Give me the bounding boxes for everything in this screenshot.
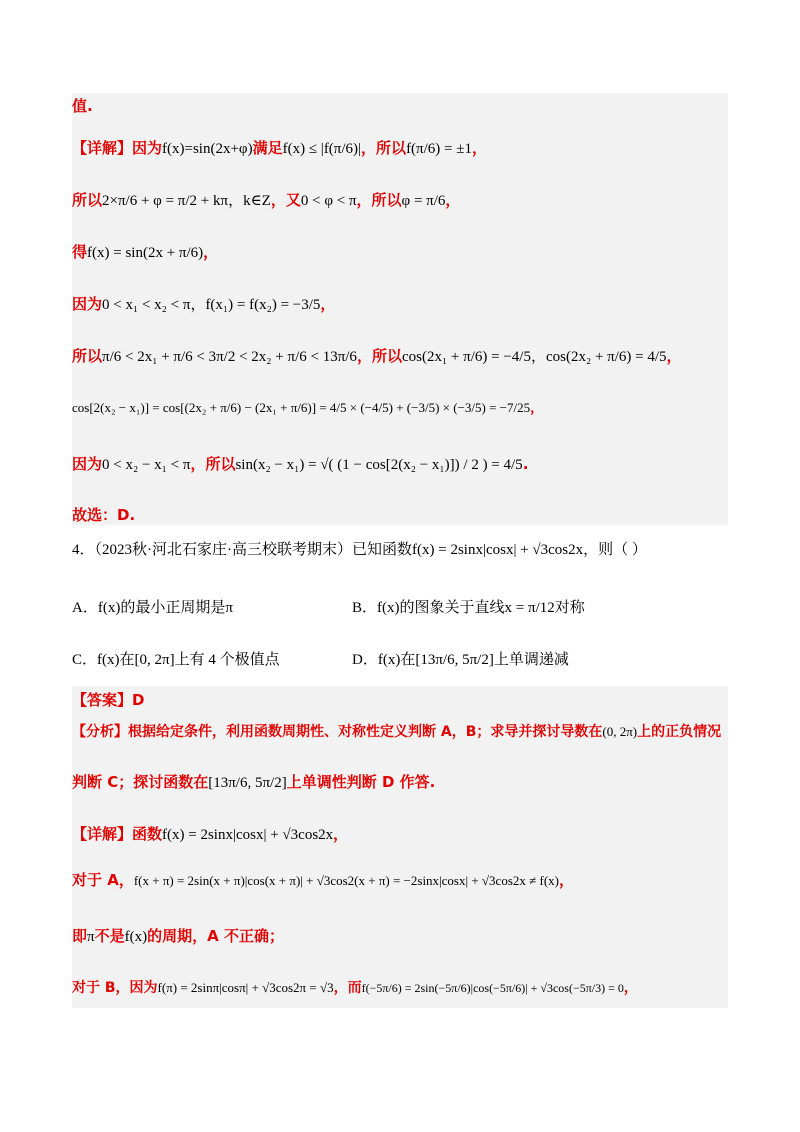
text: ，所以 — [356, 191, 402, 209]
text: . — [522, 455, 529, 473]
math-expr: π — [225, 600, 233, 616]
question-text: ，则（ ） — [583, 542, 647, 558]
text-line-value: 值. — [72, 97, 93, 115]
text: 满足 — [252, 139, 283, 157]
math-expr: 0 < x₁ < x₂ < π — [102, 297, 191, 313]
text: ， — [530, 401, 544, 416]
math-expr: 2×π/6 + φ = π/2 + kπ — [102, 193, 229, 209]
detail-line-7 — [72, 454, 528, 475]
text: 所以 — [72, 191, 103, 209]
text: 不是 — [94, 927, 125, 945]
text: 【分析】根据给定条件，利用函数周期性、对称性定义判断 A，B；求导并探讨导数在 — [72, 724, 603, 740]
math-expr: [0, 2π] — [134, 652, 175, 668]
text: 对于 A， — [72, 871, 134, 889]
text: ， — [320, 295, 336, 313]
detail-line-1 — [72, 138, 487, 159]
math-expr: f(−5π/6) = 2sin(−5π/6)|cos(−5π/6)| + √3cos(−5π/3) = 0 — [361, 981, 624, 995]
math-expr: sin(x₂ − x₁) = √( (1 − cos[2(x₂ − x₁)]) / 2 ) = 4/5 — [235, 457, 523, 473]
option-text: 在 — [119, 652, 135, 668]
text: 对于 B，因为 — [72, 980, 158, 996]
detail-b2-line-2 — [72, 870, 574, 891]
detail-line-2 — [72, 190, 460, 211]
math-expr: f(x) — [377, 600, 400, 616]
text: 判断 C；探讨函数在 — [72, 773, 209, 791]
text: ， — [333, 825, 349, 843]
math-expr: f(x) = 2sinx|cosx| + √3cos2x — [412, 542, 584, 558]
detail-line-5 — [72, 346, 682, 367]
question-text: 4．（2023秋·河北石家庄·高三校联考期末）已知函数 — [72, 542, 412, 558]
math-expr: f(π) = 2sinπ|cosπ| + √3cos2π = √3 — [157, 980, 334, 995]
question-stem — [72, 540, 647, 560]
math-expr: f(x) — [124, 929, 148, 945]
math-expr: [13π/6, 5π/2] — [208, 775, 287, 791]
option-a — [72, 598, 233, 618]
text: ，所以 — [190, 455, 236, 473]
text: ， — [445, 191, 461, 209]
math-expr: x = π/12 — [504, 600, 555, 616]
text: ，所以 — [361, 139, 407, 157]
text: 的周期，A 不正确； — [147, 927, 284, 945]
option-label: B． — [352, 600, 378, 616]
math-expr: 0 < φ < π — [300, 193, 357, 209]
math-expr: f(x)=sin(2x+φ) — [162, 141, 253, 157]
math-expr: f(x) — [377, 652, 401, 668]
text: ， — [203, 243, 219, 261]
math-expr: π/6 < 2x₁ + π/6 < 3π/2 < 2x₂ + π/6 < 13π/6 — [102, 349, 357, 365]
text: ， — [559, 871, 575, 889]
text: 因为 — [72, 295, 103, 313]
analysis-line-1 — [72, 722, 721, 742]
text: 所以 — [72, 347, 103, 365]
detail-line-6 — [72, 398, 543, 419]
text: 【详解】函数 — [72, 825, 163, 843]
option-text: 对称 — [554, 600, 585, 616]
detail-b2-line-3 — [72, 926, 284, 947]
math-expr: 0 < x₂ − x₁ < π — [102, 457, 191, 473]
option-text: 的图象关于直线 — [399, 600, 505, 616]
math-expr: cos(2x₁ + π/6) = −4/5 — [401, 349, 531, 365]
text: 上单调性判断 D 作答. — [286, 773, 436, 791]
text: ，又 — [270, 191, 301, 209]
math-expr: f(π/6) = ±1 — [406, 141, 472, 157]
option-text: 在 — [400, 652, 416, 668]
math-expr: ，cos(2x₂ + π/6) = 4/5 — [530, 349, 667, 365]
analysis-line-2 — [72, 772, 435, 793]
option-text: 上有 4 个极值点 — [174, 652, 280, 668]
detail-b2-line-4 — [72, 978, 638, 999]
option-label: D． — [352, 652, 378, 668]
text: 即 — [72, 927, 88, 945]
option-c — [72, 650, 280, 670]
math-expr: ，f(x₁) = f(x₂) = −3/5 — [190, 297, 321, 313]
math-expr: ，k∈Z — [228, 193, 271, 209]
option-text: 上单调递减 — [493, 652, 569, 668]
text: ，而 — [333, 980, 362, 996]
text: 得 — [72, 243, 88, 261]
text: ， — [623, 980, 638, 996]
option-label: A． — [72, 600, 98, 616]
choice-result: 故选：D. — [72, 506, 136, 524]
math-expr: f(x) — [97, 600, 121, 616]
math-expr: f(x + π) = 2sin(x + π)|cos(x + π)| + √3cos2(x + π) = −2sinx|cosx| + √3cos2x ≠ f(x) — [133, 873, 560, 888]
option-text: 的最小正周期是 — [120, 600, 226, 616]
math-expr: π — [87, 929, 95, 945]
math-expr: φ = π/6 — [401, 193, 446, 209]
math-expr: [13π/6, 5π/2] — [415, 652, 494, 668]
option-b — [352, 598, 585, 618]
text: ，所以 — [356, 347, 402, 365]
answer-line: 【答案】D — [72, 691, 145, 709]
text: 上的正负情况 — [637, 724, 722, 740]
text: ， — [471, 139, 487, 157]
detail-line-4 — [72, 294, 335, 315]
detail-line-3 — [72, 242, 218, 263]
math-expr: f(x) — [97, 652, 120, 668]
math-expr: (0, 2π) — [602, 724, 638, 739]
detail-label: 【详解】因为 — [72, 139, 163, 157]
math-expr: f(x) = sin(2x + π/6) — [87, 245, 204, 261]
option-d — [352, 650, 569, 670]
text: ， — [666, 347, 682, 365]
math-expr: f(x) ≤ |f(π/6)| — [282, 141, 362, 157]
text: 因为 — [72, 455, 103, 473]
option-label: C． — [72, 652, 98, 668]
math-expr: f(x) = 2sinx|cosx| + √3cos2x — [162, 827, 334, 843]
detail-b2-line-1 — [72, 824, 348, 845]
math-expr: cos[2(x₂ − x₁)] = cos[(2x₂ + π/6) − (2x₁ + π/6)] = 4/5 × (−4/5) + (−3/5) × (−3/5) = −7/25 — [72, 400, 531, 415]
